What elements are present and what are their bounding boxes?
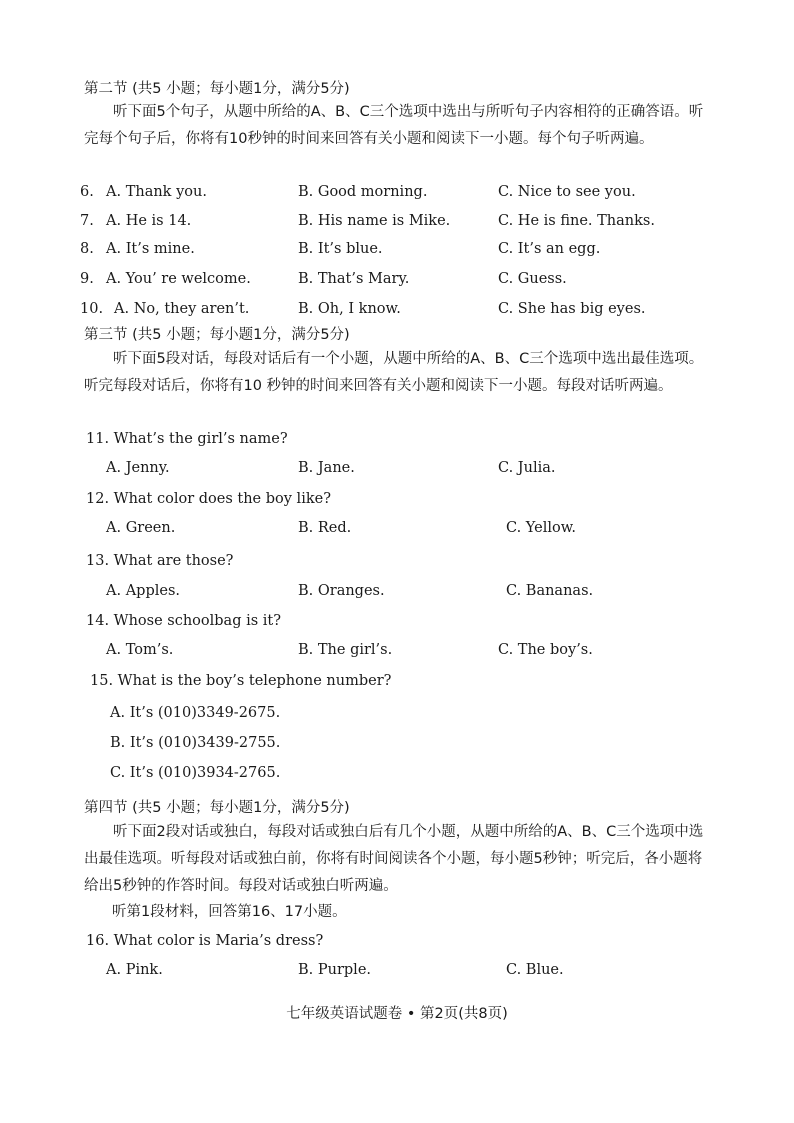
option-b: B. It’s blue. (298, 241, 383, 257)
question-stem: 13. What are those? (86, 553, 234, 569)
question-stem: 12. What color does the boy like? (86, 491, 331, 507)
question-number: 9. (80, 271, 94, 287)
option-a: A. You’ re welcome. (106, 271, 251, 287)
option-b: B. Oranges. (298, 583, 385, 599)
section-4-instructions: 听下面2段对话或独白，每段对话或独白后有几个小题，从题中所给的A、B、C三个选项中选出最佳选项。听每段对话或独白前，你将有时间阅读各个小题，每小题5秒钟；听完后，各小题将给出5秒钟的作答时间。每段对话或独白听两遍。 (84, 824, 704, 894)
option-c: C. Nice to see you. (498, 184, 636, 200)
material-note: 听第1段材料，回答第16、17小题。 (112, 904, 347, 920)
option-c: C. Julia. (498, 460, 556, 476)
section-3-title: 第三节 (共5 小题；每小题1分，满分5分) (84, 327, 350, 343)
option-c: C. Bananas. (506, 583, 594, 599)
option-c: C. She has big eyes. (498, 301, 646, 317)
section-2-instructions: 听下面5个句子，从题中所给的A、B、C三个选项中选出与所听句子内容相符的正确答语。听完每个句子后，你将有10秒钟的时间来回答有关小题和阅读下一小题。每个句子听两遍。 (84, 104, 704, 147)
option-a: A. It’s mine. (106, 241, 195, 257)
question-number: 7. (80, 213, 94, 229)
option-b: B. His name is Mike. (298, 213, 451, 229)
option-b: B. That’s Mary. (298, 271, 410, 287)
question-stem: 16. What color is Maria’s dress? (86, 933, 324, 949)
option-a: A. Jenny. (106, 460, 170, 476)
option-c: C. The boy’s. (498, 642, 593, 658)
option-c: C. Guess. (498, 271, 567, 287)
option-b: B. It’s (010)3439-2755. (110, 735, 281, 751)
option-c: C. Yellow. (506, 520, 576, 536)
option-b: B. Good morning. (298, 184, 428, 200)
section-4-title: 第四节 (共5 小题；每小题1分，满分5分) (84, 800, 350, 816)
page-footer: 七年级英语试题卷 • 第2页(共8页) (286, 1006, 508, 1022)
option-a: A. Green. (106, 520, 176, 536)
option-a: A. Pink. (106, 962, 163, 978)
option-c: C. Blue. (506, 962, 564, 978)
option-a: A. Tom’s. (106, 642, 174, 658)
option-c: C. It’s an egg. (498, 241, 601, 257)
option-b: B. Oh, I know. (298, 301, 401, 317)
question-number: 8. (80, 241, 94, 257)
option-a: A. No, they aren’t. (114, 301, 250, 317)
option-b: B. Purple. (298, 962, 372, 978)
section-2-title: 第二节 (共5 小题；每小题1分，满分5分) (84, 81, 350, 97)
question-stem: 14. Whose schoolbag is it? (86, 613, 282, 629)
option-b: B. The girl’s. (298, 642, 393, 658)
option-a: A. It’s (010)3349-2675. (110, 705, 281, 721)
question-number: 6. (80, 184, 94, 200)
option-b: B. Jane. (298, 460, 355, 476)
question-stem: 11. What’s the girl’s name? (86, 431, 288, 447)
option-a: A. He is 14. (106, 213, 192, 229)
section-3-instructions: 听下面5段对话，每段对话后有一个小题，从题中所给的A、B、C三个选项中选出最佳选项。听完每段对话后，你将有10 秒钟的时间来回答有关小题和阅读下一小题。每段对话听两遍。 (84, 351, 704, 394)
option-c: C. He is fine. Thanks. (498, 213, 655, 229)
question-stem: 15. What is the boy’s telephone number? (90, 673, 392, 689)
option-a: A. Thank you. (106, 184, 207, 200)
question-number: 10. (80, 301, 104, 317)
option-a: A. Apples. (106, 583, 180, 599)
option-b: B. Red. (298, 520, 352, 536)
option-c: C. It’s (010)3934-2765. (110, 765, 281, 781)
